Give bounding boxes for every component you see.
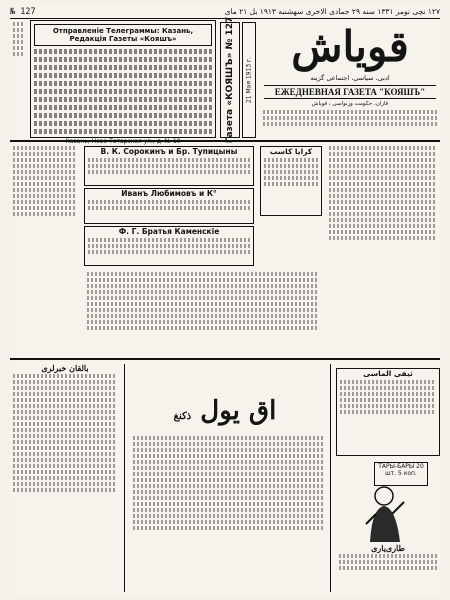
column-rule-2 [330,364,331,592]
feature-headline-text: اق یول [200,396,277,426]
lower-right-column [336,544,440,592]
balkan-news-heading: بالقان خبرلری [41,364,89,373]
subscription-address: Казань, Ново-Татарская ул., д. № 10 [65,138,181,145]
vertical-title: Газета «КОЯШЪ» № 127 [225,16,235,144]
ad-bottom-right-title: ثیفی‌ الماسی [363,369,413,378]
subscription-box [30,20,216,145]
masthead-note: قازان، حکومت ورنواسی ، قویاش [311,101,389,107]
ad-sorokin-title: В. К. Сорокинъ и Бр. Тупицыны [100,147,238,156]
ad-right-box-title: كرايا‌ كاسب [269,147,313,156]
masthead-subtitle: ادبی، سیاسی، اجتماعی گزیته [310,74,390,82]
ad-kamenskie [84,226,254,266]
masthead-logo: قویاش [291,22,409,71]
tari-yari-heading: طاری‌یاری [371,544,405,553]
right-text-column [326,144,440,344]
left-text-column [10,144,80,344]
center-text-column [84,270,322,356]
masthead-russian-title: ЕЖЕДНЕВНАЯ ГАЗЕТА "КОЯШЪ" [264,85,436,99]
masthead [260,20,440,138]
vertical-subtitle: 21 Мая 1913 г. [245,56,253,104]
feature-headline-suffix: ذ‌‌کنغ [173,411,192,422]
vertical-title-box [220,16,240,144]
column-rule-1 [124,364,125,592]
vertical-sub-box [242,22,256,138]
section-divider [10,358,440,360]
lower-left-column [10,364,120,592]
issue-number: № 127 [10,7,36,17]
ad-lyubimov-title: Иванъ Любимовъ и К° [121,189,217,198]
header-left-column [10,20,28,140]
subscription-box-title: Отправленiе Телеграммы: Казань, Редакцiя Газеты «Кояшъ» [34,24,212,46]
header [10,16,440,145]
dateline: ۱۲۷ نچی نومر ۱۳۳۱ سنه ۲۹ جمادی الاخری سهشنبه ۱۹۱۳ یل ۲۱ مای [224,7,440,16]
ad-bottom-right [336,368,440,456]
cigarette-ad-tag: ТАРЫ-БАРЫ 20 шт. 5 коп. [374,462,428,486]
ad-kamenskie-title: Ф. Г. Братья Каменскiе [118,227,220,236]
ad-sorokin [84,146,254,186]
newspaper-page [10,4,440,596]
lower-center-column [130,434,326,592]
ad-right-box [260,146,322,216]
cigarette-ad-figure [360,462,430,542]
feature-headline [130,392,320,430]
ad-lyubimov [84,188,254,224]
